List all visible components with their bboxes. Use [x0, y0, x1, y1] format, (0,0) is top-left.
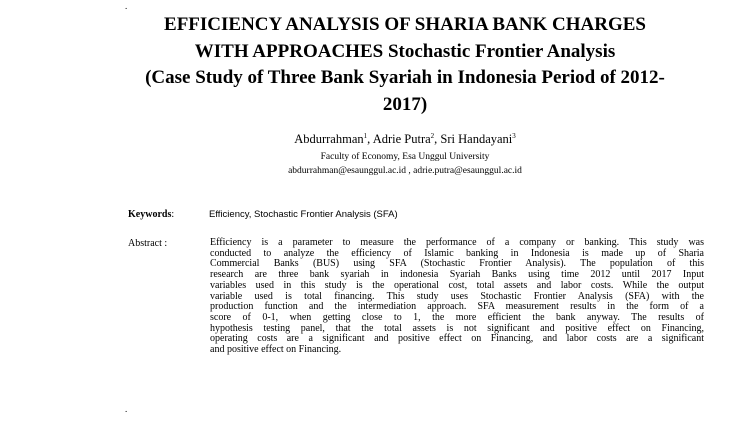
abstract-line: production function and the intermediation approach. SFA measurement results in the form of a	[210, 301, 704, 313]
title-line: EFFICIENCY ANALYSIS OF SHARIA BANK CHARGES	[164, 14, 646, 35]
keywords-colon: :	[171, 209, 175, 220]
author-separator: ,	[434, 132, 441, 146]
keywords-label-text: Keywords	[128, 209, 172, 220]
paper-title	[110, 12, 700, 118]
abstract-line: Efficiency is a parameter to measure the performance of a company or banking. This study was	[210, 237, 704, 248]
abstract-line: variables used in this study is the operational cost, total assets and labor costs. While the output	[210, 279, 704, 291]
abstract-body	[210, 238, 704, 356]
abstract-line: operating costs are a significant and positive effect on Financing, and labor costs are a significant	[210, 333, 704, 345]
abstract-label: Abstract :	[128, 238, 168, 249]
title-line: WITH APPROACHES Stochastic Frontier Analysis	[194, 40, 616, 62]
abstract-line: research are three bank syariah in indonesia Syariah Banks using time 2012 until 2017 Input	[210, 269, 704, 281]
author-affiliation-mark: 3	[512, 131, 516, 140]
keywords-label	[128, 209, 174, 221]
author-affiliation-mark: 1	[363, 131, 368, 140]
abstract-line: variable used is total financing. This study uses Stochastic Frontier Analysis (SFA) with the	[210, 290, 704, 302]
keywords-value: Efficiency, Stochastic Frontier Analysis (SFA)	[209, 209, 398, 220]
author-affiliation-mark: 2	[430, 131, 435, 140]
title-line: 2017)	[382, 93, 428, 115]
abstract-line: score of 0-1, when getting close to 1, the more efficient the bank anyway. The results of	[210, 311, 704, 323]
author-separator: ,	[367, 132, 373, 146]
footer-mark: .	[125, 404, 128, 414]
author-emails: abdurrahman@esaunggul.ac.id , adrie.putra@esaunggul.ac.id	[288, 166, 522, 176]
author-list	[110, 131, 700, 147]
affiliation: Faculty of Economy, Esa Unggul University	[320, 152, 490, 162]
author-name: Adrie Putra	[372, 132, 431, 146]
abstract-line: and positive effect on Financing.	[210, 344, 342, 356]
abstract-line: Commercial Banks (BUS) using SFA (Stochastic Frontier Analysis). The population of this	[210, 258, 704, 270]
author-name: Sri Handayani	[440, 132, 513, 146]
title-line: (Case Study of Three Bank Syariah in Indonesia Period of 2012-	[145, 67, 665, 88]
author-name: Abdurrahman	[294, 132, 364, 146]
abstract-line: hypothesis testing panel, that the total assets is not significant and positive effect on Financing,	[210, 322, 704, 334]
abstract-line: conducted to analyze the efficiency of Islamic banking in Indonesia is made up of Sharia	[210, 247, 704, 259]
header-mark: .	[125, 1, 128, 11]
